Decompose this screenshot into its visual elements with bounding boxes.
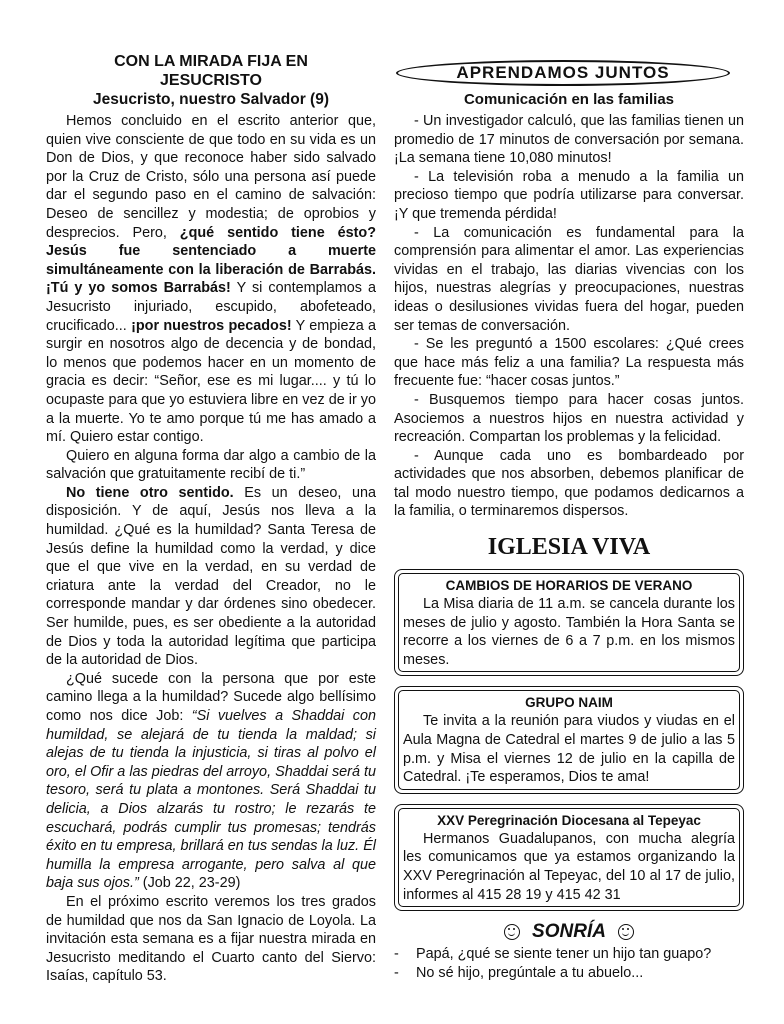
- notice-title: XXV Peregrinación Diocesana al Tepeyac: [437, 812, 701, 828]
- article-subtitle: Jesucristo, nuestro Salvador (9): [92, 91, 330, 108]
- joke-text: No sé hijo, pregúntale a tu abuelo...: [416, 965, 644, 982]
- smiley-icon: [504, 924, 520, 940]
- sonria-header: [394, 921, 744, 945]
- notice-text: La Misa diaria de 11 a.m. se cancela durante los meses de julio y agosto. También la Hora Santa se recorre a los viernes de 6 a 7 p.m. en los mismos meses.: [403, 596, 735, 668]
- joke-text: Papá, ¿qué se siente tener un hijo tan guapo?: [416, 946, 712, 963]
- notice-title: GRUPO NAIM: [525, 695, 613, 711]
- notice-box-peregrinacion: [394, 804, 744, 911]
- notice-title: CAMBIOS DE HORARIOS DE VERANO: [445, 578, 693, 594]
- notice-box-inner: [398, 690, 740, 789]
- article-title-line1: CON LA MIRADA FIJA EN: [114, 53, 308, 70]
- aprendamos-list: [394, 112, 744, 521]
- notice-box-horarios: [394, 569, 744, 676]
- article-title-line2: JESUCRISTO: [160, 72, 262, 89]
- p4-citation: (Job 22, 23-29): [138, 875, 241, 892]
- notice-box-inner: [398, 808, 740, 907]
- joke-line: [394, 964, 744, 983]
- article-paragraph-4: [46, 670, 376, 893]
- p3-text: Es un deseo, una disposición. Y de aquí, Jesús nos lleva a la humildad. ¿Qué es la humildad? Santa Teresa de Jesús define la humildad como la verdad, y dice que el que vive en la verdad, en su verdad de criatura ante la verdad del Creador, no le corresponde mandar y dar órdenes sino obedecer. Ser humilde, pues, es ser obediente a la autoridad de Dios y toda la autoridad legítima que participa de la autoridad de Dios.: [46, 484, 376, 669]
- right-column: [394, 50, 744, 983]
- dash-mark: -: [394, 965, 399, 982]
- smiley-icon: [618, 924, 634, 940]
- p1-text-3: Y empieza a surgir en nosotros algo de decencia y de bondad, lo menos que podemos hacer en un momento de gracia es decir: “Señor, ese es mi lugar.... y tú lo ocupaste para que yo estuviera libre en vez de ir yo a la muerte. Yo te amo porque tú me has amado a mí. Quiero estar contigo.: [46, 317, 377, 446]
- list-item: - La comunicación es fundamental para la comprensión para alimentar el amor. Las experiencias vividas en el trabajo, las diarias vivencias con los hijos, nuestras alegrías y preocupaciones, nuestras ideas o desilusiones vividas fuera del hogar, pueden ser temas de conversación.: [394, 224, 744, 334]
- sonria-title: SONRÍA: [532, 921, 606, 943]
- aprendamos-banner: APRENDAMOS JUNTOS: [396, 60, 730, 86]
- joke-line: [394, 945, 744, 964]
- p1-text: Hemos concluido en el escrito anterior que, quien vive consciente de que todo en su vida es un Don de Dios, y que reconoce haber sido salvado por la Cruz de Cristo, sólo una persona así puede dar el segundo paso en el camino de salvación: Deseo de sencillez y modestia; de oprobios y desprecios. Pero,: [46, 113, 376, 241]
- list-item: - Un investigador calculó, que las familias tienen un promedio de 17 minutos de conversación por semana. ¡La semana tiene 10,080 minutos!: [394, 113, 744, 167]
- article-paragraph-1: [46, 112, 376, 447]
- article-paragraph-2: Quiero en alguna forma dar algo a cambio de la salvación que gratuitamente recibí de ti.”: [46, 447, 376, 483]
- list-item: - Busquemos tiempo para hacer cosas juntos. Asociemos a nuestros hijos en nuestra actividad y recreación. Compartan los problemas y la felicidad.: [394, 391, 744, 446]
- list-item: - Aunque cada uno es bombardeado por actividades que nos absorben, debemos planificar de tal modo nuestro tiempo, que podamos dedicarnos a la familia, o terminaremos dispersos.: [394, 447, 744, 520]
- list-item: - Se les preguntó a 1500 escolares: ¿Qué crees que hace más feliz a una familia? La respuesta más frecuente fue: “hacer cosas juntos.”: [394, 336, 744, 390]
- iglesia-viva-title: IGLESIA VIVA: [487, 534, 651, 561]
- list-item: - La televisión roba a menudo a la familia un precioso tiempo que podría utilizarse para conversar. ¡Y que tremenda pérdida!: [394, 168, 744, 222]
- notice-text: Hermanos Guadalupanos, con mucha alegría les comunicamos que ya estamos organizando la XXV Peregrinación al Tepeyac, del 10 al 17 de julio, informes al 415 28 19 y 415 42 31: [403, 830, 735, 903]
- aprendamos-subtitle: Comunicación en las familias: [463, 91, 675, 108]
- article-paragraph-5: En el próximo escrito veremos los tres grados de humildad que nos da San Ignacio de Loyola. La invitación esta semana es a fijar nuestra mirada en Jesucristo meditando el Cuarto canto del Siervo: Isaías, capítulo 53.: [46, 893, 376, 985]
- notice-box-inner: [398, 573, 740, 672]
- p1-bold-2: ¡por nuestros pecados!: [131, 317, 292, 334]
- notice-box-naim: [394, 686, 744, 793]
- article-paragraph-3: [46, 484, 376, 670]
- p1-text-2: Y si contemplamos a Jesucristo injuriado, escupido, abofeteado, crucificado...: [46, 280, 376, 334]
- notice-text: Te invita a la reunión para viudos y viudas en el Aula Magna de Catedral el martes 9 de julio a las 5 p.m. y Misa el viernes 12 de julio en la capilla de Catedral. ¡Te esperamos, Dios te ama!: [403, 713, 735, 786]
- p3-bold: No tiene otro sentido.: [66, 484, 234, 501]
- left-column: [46, 52, 376, 986]
- p4-text: ¿Qué sucede con la persona que por este camino llega a la humildad? Sucede algo bellísimo como nos dice Job:: [46, 670, 376, 724]
- p1-bold: ¿qué sentido tiene ésto? Jesús fue sentenciado a muerte simultáneamente con la liberación de Barrabás. ¡Tú y yo somos Barrabás!: [46, 224, 377, 297]
- dash-mark: -: [394, 946, 399, 963]
- p4-quote: “Si vuelves a Shaddai con humildad, se alejará de tu tienda la maldad; si alejas de tu tienda la injusticia, si tiras al polvo el oro, el Ofir a las piedras del arroyo, Shaddai será tu tesoro, será tu plata a montones. Será Shaddai tu delicia, a Dios alzarás tu rostro; le rezarás te escuchará, podrás cumplir tus promesas; tendrás éxito en tu empresa, brillará en tus sendas la luz. Él humilla la empresa arrogante, pero salva al que baja sus ojos.”: [46, 708, 376, 892]
